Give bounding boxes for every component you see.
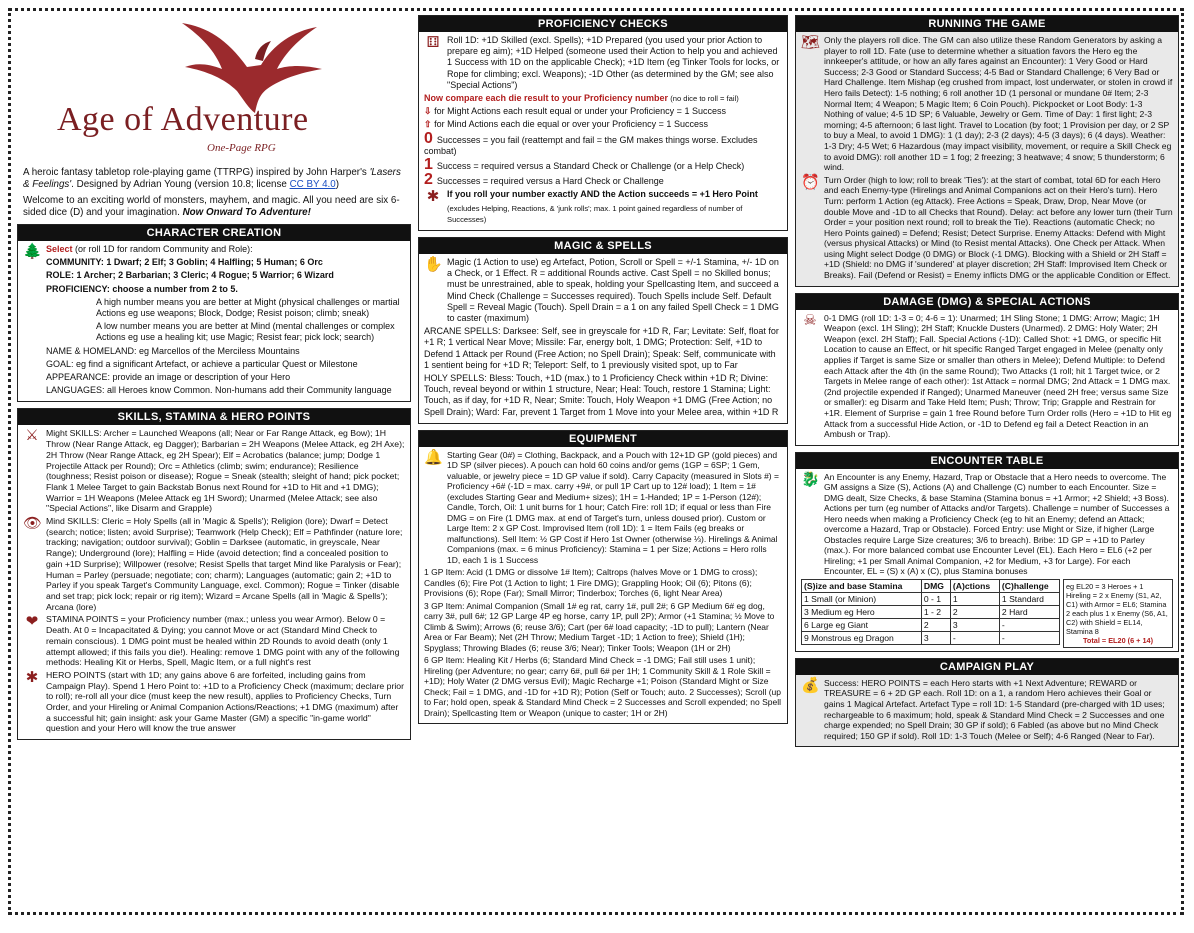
- appearance-line: APPEARANCE: provide an image or description of your Hero: [46, 372, 291, 383]
- column-right: [795, 15, 1179, 908]
- table-row: [802, 618, 1060, 631]
- column-middle: [418, 15, 788, 908]
- proficiency-line: PROFICIENCY: choose a number from 2 to 5.: [46, 283, 238, 294]
- role-line: ROLE: 1 Archer; 2 Barbarian; 3 Cleric; 4 Rogue; 5 Warrior; 6 Wizard: [46, 270, 334, 281]
- table-cell: 3: [950, 618, 999, 631]
- section-title: PROFICIENCY CHECKS: [419, 16, 787, 32]
- table-cell: 2 Hard: [999, 605, 1059, 618]
- magic-rules: Magic (1 Action to use) eg Artefact, Potion, Scroll or Spell = +/-1 Stamina, +/- 1D on a Check, or 1 Effect. R = additional Rounds active. Cast Spell = no Skilled bonus; must be unrestrained, able to speak, holding your Spellcasting Item, and succeed a Mind Check (Challenge = Successes required). Touch Spells include Self. Default Spell = Reveal Magic (Touch). Spell Drain = a 1 on any failed Spell Check = 1 DMG to caster (maximum): [447, 257, 779, 324]
- goal-line: GOAL: eg find a significant Artefact, or achieve a particular Quest or Milestone: [46, 358, 358, 369]
- star-burst-icon: ✱: [426, 188, 440, 206]
- table-cell: 9 Monstrous eg Dragon: [802, 631, 922, 644]
- holy-spells: HOLY SPELLS: Bless: Touch, +1D (max.) to 1 Proficiency Check within +1D R; Divine: Touch, reveal beyond or within 1 structure, Near; Heal: Touch, restore 1 Stamina; Light: Touch, as if day, for +1D R, Near; Smite: Touch, Holy Weapon +1 DMG (Free Action; no Spell Drain); Ward: Far, prevent 1 Target from 1 Move into your Melee area, within +1D R: [424, 373, 779, 417]
- table-header: DMG: [921, 579, 950, 592]
- gp1-items: 1 GP Item: Acid (1 DMG or dissolve 1# Item); Caltrops (halves Move or 1 DMG to cross); Candles (6); Fire Pot (1 Action to light; 1 Fire DMG); Grappling Hook; Oil (6); Pitons (6); Provisions (6); Rope (Far); Small Mirror; Tinderbox; Torches (6, light Near Area): [424, 567, 758, 599]
- equipment-rules: Starting Gear (0#) = Clothing, Backpack, and a Pouch with 12+1D GP (gold pieces) and 1D SP (silver pieces). A pouch can hold 60 coins and/or gems (1GP = 6SP; 1 Gem, valuable, or jewelry piece = 1D GP value if sold). Carry Capacity (measured in Slots #) = Proficiency +6# (-1D = max. carry +9#, or pull 1P Cart up to 12# load); 1 Item = 1# (excludes Starting Gear and Medium+ sizes); 1H = 1-Handed; 1P = 1-Person (12#); Candle, Torch, Oil: 1 unit burns for 1 hour; Catch Fire: roll 1D; if equal or less than Fire DMG = on Fire (1 DMG max. at end of Target's turn, unless doused prior). Custom or Large Item: 2 x GP Cost. Improvised Item (roll 1D): 1 = Item Fails (eg breaks or malfunctions). Sell Item: ½ GP Cost if Hero 1st Owner (otherwise ⅓). Hirelings & Animal Companions (max. = 6 minus Proficiency): Stamina = 1 per Size; Actions = Hero rolls 1D, each 1 is 1 Success: [447, 449, 779, 565]
- languages-line: LANGUAGES: all Heroes know Common. Non-humans add their Community language: [46, 385, 392, 396]
- intro-line: ): [335, 179, 339, 190]
- heart-icon: ❤: [25, 613, 39, 631]
- intro-work-title: 'Lasers & Feelings': [23, 167, 401, 190]
- table-header: (S)ize and base Stamina: [802, 579, 922, 592]
- table-cell: -: [999, 618, 1059, 631]
- section-title: ENCOUNTER TABLE: [796, 453, 1178, 469]
- crossed-swords-icon: ⚔: [25, 427, 39, 445]
- campaign-play-section: [795, 658, 1179, 748]
- arrow-down-icon: ⇩: [424, 106, 432, 117]
- encounter-example: [1063, 579, 1173, 648]
- table-cell: 1 Standard: [999, 592, 1059, 605]
- tree-icon: 🌲: [23, 243, 42, 260]
- example-text: eg EL20 = 3 Heroes + 1 Hireling = 2 x Enemy (S1, A2, C1) with Armor = EL6; Stamina 2 each plus 1 x Enemy (S6, A1, C2) with Shield = EL14, Stamina 8: [1066, 581, 1168, 636]
- section-title: DAMAGE (DMG) & SPECIAL ACTIONS: [796, 294, 1178, 310]
- page-sheet: [8, 8, 1184, 915]
- character-creation-section: [17, 224, 411, 402]
- select-note: (or roll 1D for random Community and Role):: [72, 244, 253, 254]
- skull-icon: ☠: [803, 311, 817, 329]
- welcome-tagline: Now Onward To Adventure!: [182, 207, 311, 218]
- welcome-text: Welcome to an exciting world of monsters, mayhem, and magic. All you need are six 6-sided dice (D) and your imagination.: [23, 195, 400, 218]
- encounter-table: [801, 579, 1060, 645]
- dice-icon: ⚅: [426, 34, 440, 51]
- license-link[interactable]: CC BY 4.0: [289, 179, 336, 190]
- roll-rules: Roll 1D: +1D Skilled (excl. Spells); +1D Prepared (you used your prior Action to prepare eg aim); +1D Helped (someone used their Action to help you and achieved 1 Success with 1D on the applicable Check); +1D Item (eg Tinker Tools for locks, or Rope for climbing; excl. Weapons); -1D Other (as determined by the GM; see also "Special Actions"): [447, 35, 780, 90]
- section-title: CHARACTER CREATION: [18, 225, 410, 241]
- encounter-table-section: [795, 452, 1179, 652]
- equipment-section: [418, 430, 788, 725]
- star-burst-icon: ✱: [25, 668, 39, 686]
- damage-section: [795, 293, 1179, 446]
- bell-icon: 🔔: [424, 448, 443, 466]
- table-row: [802, 592, 1060, 605]
- table-cell: 6 Large eg Giant: [802, 618, 922, 631]
- hand-icon: ✋: [424, 256, 443, 274]
- arrow-up-icon: ⇧: [424, 119, 432, 130]
- success-two-number: 2: [424, 171, 433, 189]
- damage-rules: 0-1 DMG (roll 1D: 1-3 = 0; 4-6 = 1): Unarmed; 1H Sling Stone; 1 DMG: Arrow; Magic; 1H Weapon (excl. 1H Sling); 2H Staff; Knuckle Dusters (Unarmed). 2 DMG: Holy Water; 2H Weapon (excl. 2H Staff); Fall. Special Actions (-1D): Called Shot: +1 DMG, or specific Hit Location to cause an Effect, or hit specific Ranged Target engaged in Melee (penalty only applies if Target is same Size or smaller than others in Melee); Defend Multiple: to Defend each Attack after the 4th (in the same Round); Two Attacks (1 roll; hit 1 Target twice, or 2 Targets in Melee range of each other): 1st Attack = normal DMG; 2nd Attack = 1 DMG max. (2nd projectile expended if Ranged); Unarmed Maneuver (need 2H free; versus same Size or smaller): eg Disarm and Take Held Item; Push; Throw; Trip; Grapple and Restrain for +1R. Element of Surprise = gain 1 free Round before Turn Order rolls (Hero = +1D to Hit eg Attack from a successful Hide Action, or -1D to Defend eg fail a Detect Reaction in an Ambush or Trap).: [824, 312, 1172, 440]
- mind-skills: Mind SKILLS: Cleric = Holy Spells (all in 'Magic & Spells'); Religion (lore); Dwarf = Detect (search; notice; listen; avoid Surprise); Teamwork (Help Check); Elf = Pathfinder (nature lore; tracking; navigation; outdoor survival); Goblin = Darksee (automatic, in greyscale, Near Range); Underground (lore); Halfling = Hide (avoid detection; find a concealed position to gain +1D Surprise); Willpower (resolve; Resist Spells that target Mind like Paralysis or Fear); Human = Parley (persuade; negotiate; con; charm); Languages (automatic; gain 2; +1D to Parley if you speak Target's Community Language, excl. Common); Rogue = Tinker (disable and set trap; pick lock; repair or rig item); Wizard = Arcane Spells (all in 'Magic & Spells'); Arcana (lore): [46, 516, 403, 612]
- table-cell: 1 - 2: [921, 605, 950, 618]
- select-label: Select: [46, 244, 73, 254]
- stamina-points: STAMINA POINTS = your Proficiency number (max.; unless you wear Armor). Below 0 = Death. At 0 = Incapacitated & Dying; you cannot Move or act (Standard Mind Check to remain conscious). 1 DMG point must be healed within 2D Rounds to avoid death (only 1 attempt allowed; if this fails you die!). Healing: remove 1 DMG point with any of the following methods: Healing Kit or Herbs, Spell, Magic Item, or a full night's rest: [46, 614, 400, 668]
- table-header: (A)ctions: [950, 579, 999, 592]
- community-line: COMMUNITY: 1 Dwarf; 2 Elf; 3 Goblin; 4 Halfling; 5 Human; 6 Orc: [46, 257, 323, 268]
- success-one: Success = required versus a Standard Check or Challenge (or a Help Check): [436, 161, 745, 172]
- example-total: Total = EL20 (6 + 14): [1082, 635, 1154, 645]
- section-title: MAGIC & SPELLS: [419, 238, 787, 254]
- name-homeland-line: NAME & HOMELAND: eg Marcellos of the Merciless Mountains: [46, 345, 300, 356]
- compare-rule: Now compare each die result to your Proficiency number: [424, 93, 669, 104]
- table-cell: 2: [950, 605, 999, 618]
- table-cell: 1: [950, 592, 999, 605]
- exact-roll-note: (excludes Helping, Reactions, & 'junk rolls'; max. 1 point gained regardless of number of Successes): [447, 203, 743, 224]
- exact-roll-rule: If you roll your number exactly AND the Action succeeds = +1 Hero Point: [447, 189, 758, 200]
- turn-order-rules: Turn Order (high to low; roll to break 'Ties'): at the start of combat, total 6D for each Hero and each Enemy-type (Hirelings and Animal Companions act on their Hero's turn). Hero Turn: perform 1 Action (eg Attack). Free Actions = Speak, Draw, Drop, Near Move (or double Move and -1D to all Checks that Round). Delay: act before any lower turn (their Turn Order = your position next round; roll to break the Tie). Reactions (automatic Check; no Hero Points gained) = Defend; Resist; Detect Surprise. Enemy Attacks: Defend with Might (versus physical Attacks) or Mind (to Resist mental Attacks). One Check per Attack. When using Might select Dodge (0 DMG) or Block (-1 DMG). Blocking with a Shield or 2H Staff = +1D (Shield: no DMG if 'sundered' at player discretion; 2H Staff: Improvised Item Check or Breaks). Fail (Defend or Resist) = Enemy inflicts DMG or the applicable Condition or Effect.: [824, 174, 1173, 281]
- section-title: EQUIPMENT: [419, 431, 787, 447]
- section-title: RUNNING THE GAME: [796, 16, 1178, 32]
- logo-subtitle: One-Page RPG: [207, 142, 276, 154]
- section-title: SKILLS, STAMINA & HERO POINTS: [18, 409, 410, 425]
- might-skills: Might SKILLS: Archer = Launched Weapons (all; Near or Far Range Attack, eg Bow); 1H Throw (Near Range Attack, eg Dagger); Barbarian = 2H Weapons (Melee Attack, eg 2H Axe); 2H Throw (Near Range Attack, eg 2H Spear); Elf = Acrobatics (balance; jump; Dodge 1 Projectile Attack per Round); Orc = Athletics (climb; swim; endurance); Resilience (toughness; Resist poison or disease); Rogue = Sneak (stealth; sleight of hand; pick pocket; Flank 1 Melee Target to gain Backstab Bonus next Round for +1D to Hit and +1 DMG); Warrior = 1H Weapons (Melee Attack eg 1H Sword); Unarmed (Melee Attack; see also "Special Actions", like Disarm and Grapple): [46, 428, 405, 514]
- eye-icon: 👁: [23, 515, 43, 533]
- skills-section: [17, 408, 411, 740]
- treasure-chest-icon: 💰: [801, 676, 820, 694]
- success-zero: Successes = you fail (reattempt and fail = the GM makes things worse. Excludes combat): [424, 134, 758, 156]
- section-title: CAMPAIGN PLAY: [796, 659, 1178, 675]
- table-cell: 3: [921, 631, 950, 644]
- turn-order-icon: ⏰: [801, 173, 820, 191]
- table-cell: 0 - 1: [921, 592, 950, 605]
- gp6-items: 6 GP Item: Healing Kit / Herbs (6; Standard Mind Check = -1 DMG; Fail still uses 1 unit); Hireling (per Adventure; no gear; carry 6#, pull 6# per 1H; 1 Community Skill & 1 Role Skill = +1D); Holy Water (2 DMG versus Evil); Magic Recharge +1; Poison (Standard Might or Size Check; Fail = 1 DMG, and -1D for +1D R); Potion (Self or Touch; auto. 2 Successes); Scroll (up to Far; hold open, speak & Standard Mind Check = 2 Successes and Scroll expended; no Spell Drain); Spellcasting Item or Weapon (unique to caster; 1H or 2H): [424, 655, 781, 718]
- table-row: [802, 605, 1060, 618]
- random-generators: Only the players roll dice. The GM can also utilize these Random Generators by asking a player to roll 1D. Fate (use to determine whether a situation favors the Hero eg the innkeeper's attitude, or how an ally fares against an Encounter): 1 Very Good or Hard Success; 2-3 Good or Standard Success; 4-5 Bad or Standard Challenge; 6 Very Bad or Hard Challenge. Item Mishap (eg crushed from impact, lost underwater, or stolen in crowd if Hero fails Detect): 1-5 nothing; 6 roll another 1D (1 personal or mundane 0# Item; 2-3 Normal Item; 4 Weapon; 5 Magic Item; 6 Coin Pouch). Pickpocket or Loot Body: 1-3 Nothing of value; 4-5 1D SP; 6 Valuable, Jewelry or Gem. Time of Day: 1 first light; 2-3 morning; 4-5 afternoon; 6 last light. Travel to Location (by foot; 1 Provision per day, or 2 SP to buy a Meal, to avoid 1 DMG): 1 (1 day); 2-3 (2 days); 4-5 (3 days); 6 (4 days). Weather: 1-3 Dry; 4-5 Wet; 6 Hazardous (may impact visibility, movement, or require a Skill Check eg to avoid DMG): roll another 1D = 1 fog; 2 freezing; 3 heatwave; 4 snow; 5 thunderstorm; 6 wind.: [824, 35, 1173, 173]
- might-description: A high number means you are better at Might (physical challenges or martial Actions eg use weapons; Block, Dodge; Resist poison; climb; sneak): [96, 296, 400, 319]
- proficiency-checks-section: [418, 15, 788, 231]
- gp3-items: 3 GP Item: Animal Companion (Small 1# eg rat, carry 1#, pull 2#; 6 GP Medium 6# eg dog, carry 3#, pull 6#; 12 GP Large 4P eg horse, carry 1P, pull 2P); Armor (+1 Stamina; ½ Move to Climb & Swim); Arrows (6; reuse 3/6); Cart (per 6# load capacity; -1D to pull); Lantern (Near Area or Far Beam); Net (2H Throw; Medium Target -1D; 1 Action to free); Shield (1H); Spyglass; Throwing Blades (6; reuse 3/6; Near); Tinker Tools; Weapon (1H or 2H): [424, 600, 775, 653]
- encounter-rules: An Encounter is any Enemy, Hazard, Trap or Obstacle that a Hero needs to overcome. The GM assigns a Size (S), Actions (A) and Challenge (C) number to each Encounter. Size = DMG dealt, Size Checks, & base Stamina (Stamina bonus = +1 Armor; +2 Shield; +3 Boss). Actions per turn (eg number of Attacks and/or Targets). Challenge = number of Successes a Hero needs when making a Proficiency Check (eg to hit an Enemy; defend an Attack; overcome a Hazard, Trap or Obstacle). Forced Entry: use Might or Size, if higher (Large Obstacles require Large Size creatures; 3/6 to breach). Bribe: 1D GP = +1D to Parley (max.). For more balanced combat use Encounter Level (EL). Each Hero = EL6 (+2 per Hireling; +1 per Small Animal Companion, +2 for Medium, +3 for Large). For each Encounter, EL = (S) x (A) x (C), plus Stamina bonuses: [824, 471, 1170, 577]
- table-cell: 1 Small (or Minion): [802, 592, 922, 605]
- table-header: (C)hallenge: [999, 579, 1059, 592]
- running-game-section: [795, 15, 1179, 287]
- success-zero-number: 0: [424, 129, 433, 147]
- magic-spells-section: [418, 237, 788, 424]
- intro-line: A heroic fantasy tabletop role-playing game (TTRPG) inspired by John Harper's: [23, 167, 370, 178]
- table-cell: -: [999, 631, 1059, 644]
- success-one-number: 1: [424, 156, 433, 174]
- table-cell: 2: [921, 618, 950, 631]
- table-row: [802, 631, 1060, 644]
- mind-description: A low number means you are better at Mind (mental challenges or complex Actions eg use a healing kit; use Magic; Resist fear; pick lock; search): [96, 321, 395, 343]
- success-two: Successes = required versus a Hard Check or Challenge: [436, 176, 664, 187]
- arcane-spells: ARCANE SPELLS: Darksee: Self, see in greyscale for +1D R, Far; Levitate: Self, float for +1 R; 1 vertical Near Move; Missile: Far, energy bolt, 1 DMG; Protection: Self, +1D to Defend 1 Attack per Round (Free Action; no Spell Drain); Speak: Self, communicate with 1 sentient being for +1D R; Teleport: Self, to 1 previously visited spot, up to Far: [424, 326, 779, 370]
- campaign-rules: Success: HERO POINTS = each Hero starts with +1 Next Adventure; REWARD or TREASURE = 6 + 2D GP each. Roll 1D: on a 1, a random Hero achieves their Goal or gains 1 Magical Artefact. Artefact Type = roll 1D: 1-5 Standard (pre-charged with 1D uses; rechargeable to 6 maximum; hold, speak & Standard Mind Check = 2 Successes and one charge expended; no Spell Drain; 30 GP if sold); 6 Fabled (as above but no Mind Check required; 150 GP if sold). Roll 1D: 1-3 Touch (Melee or Self); 4-6 Ranged (Near to Far).: [824, 677, 1165, 741]
- intro-text: [17, 167, 411, 219]
- intro-line: . Designed by Adrian Young (version 10.8; license: [71, 179, 290, 190]
- table-cell: 3 Medium eg Hero: [802, 605, 922, 618]
- column-left: [17, 15, 411, 908]
- map-icon: 🗺: [801, 34, 821, 51]
- hero-points: HERO POINTS (start with 1D; any gains above 6 are forfeited, including gains from Campaign Play). Spend 1 Hero Point to: +1D to a Proficiency Check (maximum; declare prior to roll); re-roll all your dice (must keep the new result), applies to Proficiency Checks, Turn Order, and your Hireling or Animal Companion Actions/Reactions; +1 DMG (maximum) after a successful hit; gain insight: ask your Game Master (GM) a specific "in-game world" question and your Hero will know the true answer: [46, 669, 405, 734]
- logo: [17, 15, 411, 167]
- might-compare: for Might Actions each result equal or under your Proficiency = 1 Success: [434, 106, 726, 117]
- compare-note: (no dice to roll = fail): [668, 94, 739, 104]
- dragon-icon: 🐉: [801, 470, 820, 488]
- table-cell: -: [950, 631, 999, 644]
- mind-compare: for Mind Actions each die equal or over your Proficiency = 1 Success: [434, 119, 708, 130]
- logo-title: Age of Adventure: [57, 101, 309, 138]
